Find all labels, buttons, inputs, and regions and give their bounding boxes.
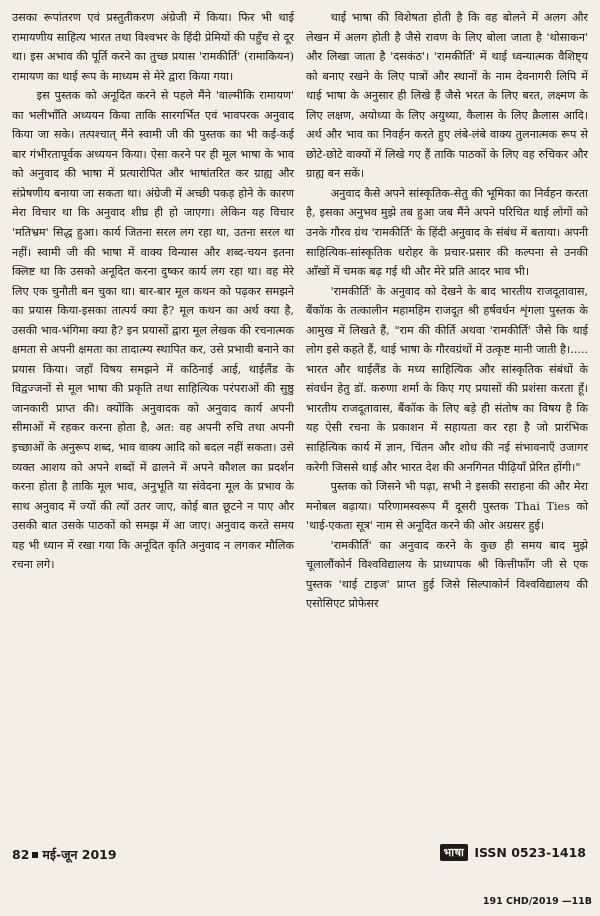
registration-number: 191 CHD/2019 —11B <box>482 896 592 907</box>
square-bullet-icon <box>32 852 38 858</box>
paragraph: उसका रूपांतरण एवं प्रस्तुतीकरण अंग्रेजी में किया। फिर भी थाई रामायणीय साहित्य भारत तथा विश्वभर के हिंदी प्रेमियों की पहुँच से दूर था। इस अभाव की पूर्ति करने का तुच्छ प्रयास 'रामकीर्ति' (रामाकियन) रामायण का थाई रूप के माध्यम से मेरे द्वारा किया गया। <box>12 11 294 83</box>
journal-logo: भाषा <box>440 844 469 861</box>
right-column <box>306 8 588 614</box>
left-column <box>12 8 294 575</box>
issn-number: ISSN 0523-1418 <box>474 845 586 860</box>
page-number: 82 <box>12 847 30 862</box>
paragraph: थाई भाषा की विशेषता होती है कि वह बोलने में अलग और लेखन में अलग होती है जैसे रावण के लिए बोला जाता है 'थोसाकन' और लिखा जाता है 'दसकंठ'। 'रामकीर्ति' में थाई ध्वन्यात्मक वैशिष्ट्य को बनाए रखने के लिए पात्रों और स्थानों के नाम देवनागरी लिपि में थाई भाषा के अनुसार ही लिखे हैं जैसे भरत के लिए बरत, लक्ष्मण के लिए लक्षण, अयोध्या के लिए अयुथ्या, कैलास के लिए क्रैलास आदि। अर्थ और भाव का निवर्हन करते हुए लंबे-लंबे वाक्य तुलनात्मक रूप से छोटे-छोटे वाक्यों में लिखे गए हैं ताकि पाठकों के लिए वह रुचिकर और ग्राह्य बन सकें। <box>306 11 588 181</box>
footer-page-info <box>12 846 117 863</box>
issue-date: मई-जून 2019 <box>42 847 117 862</box>
paragraph: अनुवाद कैसे अपने सांस्कृतिक-सेतु की भूमिका का निर्वहन करता है, इसका अनुभव मुझे तब हुआ जब मैंने अपने परिचित थाई लोगों को उनके गौरव ग्रंथ 'रामकीर्ति' के हिंदी अनुवाद के संबंध में बताया। अपनी साहित्यिक-सांस्कृतिक धरोहर के प्रचार-प्रसार की कल्पना से उनकी आँखों में चमक बढ़ गई थी और मेरे प्रति आदर भाव भी। <box>306 186 588 279</box>
paragraph: 'रामकीर्ति' का अनुवाद करने के कुछ ही समय बाद मुझे चूलालौंकोर्न विश्वविद्यालय के प्राध्यापक श्री कित्तीफॉंग जी से एक पुस्तक 'थाई टाइज' प्राप्त हुई जिसे सिल्पाकोर्न विश्वविद्यालय की एसोसिएट प्रोफेसर <box>306 538 588 611</box>
paragraph: 'रामकीर्ति' के अनुवाद को देखने के बाद भारतीय राजदूतावास, बैंकॉक के तत्कालीन महामहिम राजदूत श्री हर्षवर्धन शृंगला पुस्तक के आमुख में लिखते हैं, "राम की कीर्ति अथवा 'रामकीर्ति' जैसे कि थाई लोग इसे कहते हैं, थाई भाषा के गौरवग्रंथों में उत्कृष्ट मानी जाती है।..... भारत और थाईलैंड के मध्य साहित्यिक और सांस्कृतिक संबंधों के संवर्धन हेतु डॉ. करुणा शर्मा के किए गए प्रयासों की प्रशंसा करता हूँ। भारतीय राजदूतावास, बैंकॉक के लिए बड़े ही संतोष का विषय है कि यह ऐसी रचना के प्रकाशन में सहायता कर रहा है जो प्रारंभिक साहित्यिक कार्य में ज्ञान, चिंतन और शोध की नई संभावनाएँ उजागर करेगी जिससे थाई और भारत देश की अनगिनत पीढ़ियाँ प्रेरित होंगी।" <box>306 284 588 474</box>
paragraph: पुस्तक को जिसने भी पढ़ा, सभी ने इसकी सराहना की और मेरा मनोबल बढ़ाया। परिणामस्वरूप मैं दूसरी पुस्तक Thai Ties को 'थाई-एकता सूत्र' नाम से अनूदित करने की ओर अग्रसर हुई। <box>306 480 588 533</box>
footer-journal-info <box>440 844 586 861</box>
paragraph: इस पुस्तक को अनूदित करने से पहले मैंने 'वाल्मीकि रामायण' का भलीभाँति अध्ययन किया ताकि सारगर्भित एवं भावपरक अनुवाद किया जा सके। तत्पश्चात् मैंने स्वामी जी की पुस्तक का भी कई-कई बार गंभीरतापूर्वक अध्ययन किया। ऐसा करने पर ही मूल भाषा के भाव को अनुवाद की भाषा में प्रत्यारोपित और भाषांतरित कर ग्राह्य और संप्रेषणीय बनाया जा सकता था। अंग्रेजी में अच्छी पकड़ होने के कारण मेरा विचार था कि अनुवाद शीघ्र ही हो जाएगा। लेकिन यह विचार 'मतिभ्रम' सिद्ध हुआ। कार्य जितना सरल लग रहा था, उतना सरल था नहीं। स्वामी जी की भाषा में वाक्य विन्यास और शब्द-चयन इतना क्लिष्ट था कि उसको अनूदित करना दुष्कर कार्य लग रहा था। वह मेरे लिए एक चुनौती बन चुका था। बार-बार मूल कथन को पढ़कर समझने का प्रयास किया-इसका तात्पर्य क्या है? मूल कथन का अर्थ क्या है, उसकी भाव-भंगिमा क्या है? इन प्रयासों द्वारा मूल लेखक की रचनात्मक क्षमता से अपनी क्षमता का तादात्म्य स्थापित कर, उसे प्रभावी बनाने का प्रयास किया। जहाँ विषय समझने में कठिनाई आई, थाईलैंड के विद्वज्जनों से मूल भाषा की प्रकृति तथा साहित्यिक परंपराओं की सुष्ठु जानकारी प्राप्त की। क्योंकि अनुवादक को अनुवाद कार्य अपनी सीमाओं में रहकर करना होता है, अत: वह अपनी रुचि तथा अपनी इच्छाओं के अनुरूप शब्द, भाव वाक्य आदि को बदल नहीं सकता। उसे व्यक्त आशय को अपने शब्दों में ढालने में अपने कौशल का प्रदर्शन करना होता है ताकि मूल भाव, अनुभूति या संवेदना मूल के प्रभाव के साथ अनुवाद में ज्यों की त्यों उतर जाए, कोई बात छूटने न पाए और उसकी बात उसके पाठकों को समझ में आ जाए। अनुवाद करते समय यह भी ध्यान में रखा गया कि अनूदित कृति अनुवाद न लगकर मौलिक रचना लगे। <box>12 89 294 572</box>
